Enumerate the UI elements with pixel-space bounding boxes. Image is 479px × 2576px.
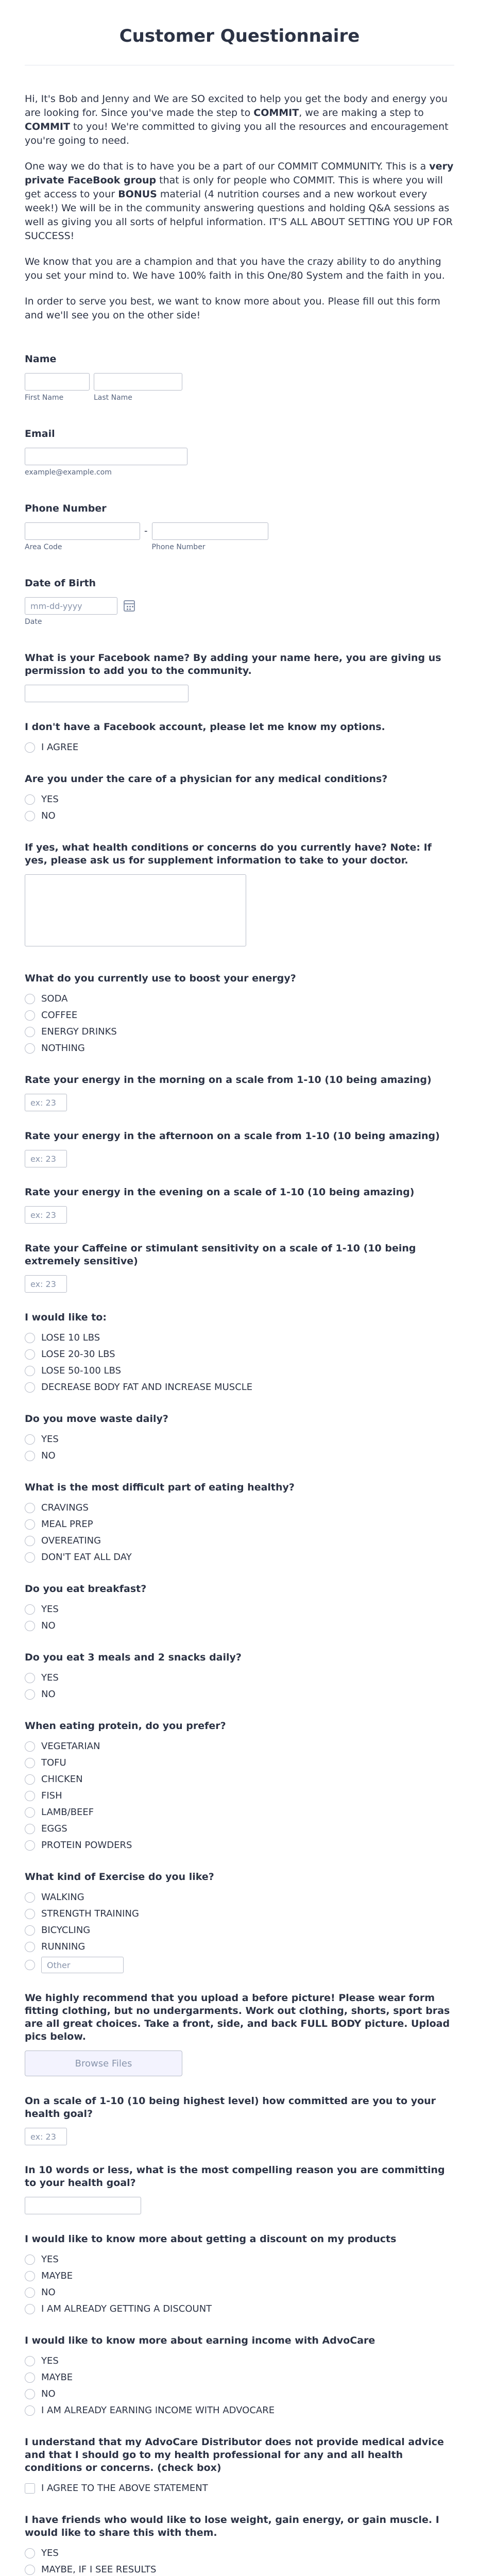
radio-option[interactable]: [25, 1924, 454, 1937]
radio-button[interactable]: [25, 1824, 35, 1834]
health-conditions-field: [25, 841, 454, 946]
intro-paragraph-4: In order to serve you best, we want to know more about you. Please fill out this form and we'll see you on the other side!: [25, 296, 440, 321]
dob-field: [25, 577, 454, 626]
option-label: SODA: [41, 993, 68, 1004]
option-label: MAYBE: [41, 2372, 73, 2383]
radio-option[interactable]: [25, 2354, 454, 2368]
disclaimer-field: [25, 2436, 454, 2495]
phone-field: [25, 502, 454, 551]
radio-button[interactable]: [25, 1673, 35, 1683]
dob-label: Date of Birth: [25, 578, 96, 589]
radio-option[interactable]: [25, 1603, 454, 1616]
radio-button[interactable]: [25, 1741, 35, 1752]
energy-evening-input[interactable]: [25, 1206, 67, 1224]
radio-button[interactable]: [25, 1451, 35, 1461]
radio-button[interactable]: [25, 1604, 35, 1615]
radio-option[interactable]: [25, 2547, 454, 2560]
area-code-sublabel: Area Code: [25, 543, 62, 551]
caffeine-label: Rate your Caffeine or stimulant sensitivity on a scale of 1-10 (10 being extremely sensitive): [25, 1243, 416, 1267]
option-label: NO: [41, 1450, 56, 1461]
option-label: OVEREATING: [41, 1535, 101, 1546]
last-name-input[interactable]: [94, 373, 182, 391]
radio-option[interactable]: [25, 1822, 454, 1836]
radio-option[interactable]: [25, 1331, 454, 1345]
option-label: VEGETARIAN: [41, 1741, 100, 1752]
radio-button[interactable]: [25, 794, 35, 805]
page-title: Customer Questionnaire: [25, 0, 454, 65]
radio-option[interactable]: [25, 1025, 454, 1039]
radio-button[interactable]: [25, 2271, 35, 2281]
radio-option[interactable]: [25, 1551, 454, 1564]
option-label: YES: [41, 1434, 59, 1445]
radio-button[interactable]: [25, 1027, 35, 1037]
phone-number-input[interactable]: [152, 522, 268, 540]
radio-button[interactable]: [25, 1807, 35, 1818]
radio-button[interactable]: [25, 2356, 35, 2366]
radio-button[interactable]: [25, 742, 35, 753]
energy-afternoon-input[interactable]: [25, 1150, 67, 1167]
intro-text: [25, 92, 454, 323]
phone-label: Phone Number: [25, 503, 107, 514]
radio-option[interactable]: [25, 1518, 454, 1531]
radio-button[interactable]: [25, 1552, 35, 1563]
radio-option[interactable]: [25, 1671, 454, 1685]
radio-button[interactable]: [25, 1909, 35, 1919]
radio-option[interactable]: [25, 1449, 454, 1463]
no-facebook-field: [25, 721, 454, 754]
option-label: WALKING: [41, 1892, 84, 1903]
option-label: LOSE 10 LBS: [41, 1332, 100, 1343]
protein-label: When eating protein, do you prefer?: [25, 1720, 226, 1732]
radio-option[interactable]: [25, 1364, 454, 1378]
physician-label: Are you under the care of a physician for any medical conditions?: [25, 773, 388, 785]
physician-field: [25, 773, 454, 823]
other-exercise-input[interactable]: [41, 1957, 124, 1973]
facebook-name-field: [25, 652, 454, 702]
option-label: YES: [41, 2355, 59, 2366]
radio-option[interactable]: [25, 992, 454, 1006]
radio-button[interactable]: [25, 1774, 35, 1785]
disclaimer-label: I understand that my AdvoCare Distributor does not provide medical advice and that I should go to my health professional for any and all health conditions or concerns. (check box): [25, 2436, 444, 2473]
radio-button[interactable]: [25, 1434, 35, 1445]
radio-option[interactable]: [25, 1891, 454, 1904]
discount-label: I would like to know more about getting a discount on my products: [25, 2233, 397, 2245]
exercise-label: What kind of Exercise do you like?: [25, 1871, 214, 1883]
breakfast-label: Do you eat breakfast?: [25, 1583, 147, 1595]
radio-button[interactable]: [25, 1349, 35, 1360]
radio-option[interactable]: [25, 2404, 454, 2417]
option-label: TOFU: [41, 1757, 66, 1768]
option-label: I AM ALREADY EARNING INCOME WITH ADVOCARE: [41, 2405, 275, 2416]
radio-button[interactable]: [25, 1519, 35, 1530]
radio-option[interactable]: [25, 1806, 454, 1819]
option-label: LOSE 50-100 LBS: [41, 1365, 122, 1376]
option-label: NO: [41, 1689, 56, 1700]
radio-option[interactable]: [25, 1940, 454, 1954]
radio-button[interactable]: [25, 2565, 35, 2575]
email-input[interactable]: [25, 448, 187, 465]
energy-morning-field: [25, 1074, 454, 1111]
radio-button[interactable]: [25, 2405, 35, 2416]
meals-label: Do you eat 3 meals and 2 snacks daily?: [25, 1652, 242, 1663]
radio-button[interactable]: [25, 1942, 35, 1952]
option-label: LAMB/BEEF: [41, 1807, 94, 1818]
checkbox[interactable]: [25, 2483, 35, 2494]
area-code-input[interactable]: [25, 522, 140, 540]
radio-option[interactable]: [25, 1688, 454, 1701]
committed-field: [25, 2095, 454, 2145]
intro-paragraph-3: We know that you are a champion and that you have the crazy ability to do anything you set your mind to. We have 100% faith in this One/80 System and the faith in you.: [25, 256, 445, 281]
option-label: EGGS: [41, 1823, 67, 1834]
facebook-name-input[interactable]: [25, 685, 189, 702]
waste-field: [25, 1413, 454, 1463]
option-label: NOTHING: [41, 1043, 85, 1054]
option-label: MAYBE: [41, 2270, 73, 2281]
radio-option[interactable]: [25, 2387, 454, 2401]
radio-button[interactable]: [25, 2548, 35, 2558]
radio-button[interactable]: [25, 2389, 35, 2399]
radio-button[interactable]: [25, 1382, 35, 1393]
committed-label: On a scale of 1-10 (10 being highest level) how committed are you to your health goal?: [25, 2095, 436, 2120]
radio-option-other[interactable]: [25, 1957, 454, 1973]
option-label: I AGREE: [41, 742, 79, 753]
radio-button[interactable]: [25, 1536, 35, 1546]
waste-label: Do you move waste daily?: [25, 1413, 168, 1425]
radio-option[interactable]: [25, 809, 454, 823]
compelling-reason-input[interactable]: [25, 2197, 141, 2214]
radio-button[interactable]: [25, 2255, 35, 2265]
option-label: NO: [41, 810, 56, 821]
calendar-icon[interactable]: [124, 600, 135, 612]
friends-label: I have friends who would like to lose weight, gain energy, or gain muscle. I would like to share this with them.: [25, 2514, 439, 2538]
difficult-label: What is the most difficult part of eating healthy?: [25, 1482, 295, 1493]
option-label: STRENGTH TRAINING: [41, 1908, 139, 1919]
meals-field: [25, 1651, 454, 1701]
phone-separator: -: [144, 526, 148, 536]
option-label: LOSE 20-30 LBS: [41, 1349, 115, 1360]
upload-label: We highly recommend that you upload a before picture! Please wear form fitting clothing, but no undergarments. Work out clothing, shorts, sport bras are all great choices. Take a front, side, and back FULL BODY picture. Upload pics below.: [25, 1992, 450, 2042]
energy-afternoon-field: [25, 1130, 454, 1167]
email-label: Email: [25, 428, 55, 439]
option-label: I AM ALREADY GETTING A DISCOUNT: [41, 2303, 212, 2314]
radio-button[interactable]: [25, 2304, 35, 2314]
radio-option[interactable]: [25, 1534, 454, 1548]
radio-option[interactable]: [25, 741, 454, 754]
radio-option[interactable]: [25, 1839, 454, 1852]
option-label: MEAL PREP: [41, 1519, 93, 1530]
name-field: [25, 353, 454, 402]
goal-field: [25, 1311, 454, 1394]
dob-sublabel: Date: [25, 618, 42, 626]
intro-paragraph-1: Hi, It's Bob and Jenny and We are SO excited to help you get the body and energy you are looking for. Since you've made the step to COMMIT, we are making a step to COMMIT to you! We're committed to giving you all the resources and encouragement you're going to need.: [25, 93, 449, 146]
radio-option[interactable]: [25, 2302, 454, 2316]
option-label: NO: [41, 1620, 56, 1631]
radio-button[interactable]: [25, 2287, 35, 2298]
radio-option[interactable]: [25, 1501, 454, 1515]
radio-button[interactable]: [25, 811, 35, 821]
breakfast-field: [25, 1583, 454, 1633]
intro-paragraph-2: One way we do that is to have you be a part of our COMMIT COMMUNITY. This is a very private FaceBook group that is only for people who COMMIT. This is where you will get access to your BONUS material (4 nutrition courses and a new workout every week!) We will be in the community answering questions and holding Q&A sessions as well as giving you all sorts of helpful information. IT'S ALL ABOUT SETTING YOU UP FOR SUCCESS!: [25, 161, 454, 242]
caffeine-input[interactable]: [25, 1275, 67, 1293]
health-conditions-textarea[interactable]: [25, 874, 246, 946]
radio-button[interactable]: [25, 1010, 35, 1021]
energy-boost-label: What do you currently use to boost your energy?: [25, 973, 296, 984]
radio-option[interactable]: [25, 793, 454, 806]
email-field: [25, 428, 454, 477]
radio-option[interactable]: [25, 1009, 454, 1022]
option-label: NO: [41, 2388, 56, 2399]
no-facebook-label: I don't have a Facebook account, please let me know my options.: [25, 721, 385, 733]
radio-button[interactable]: [25, 994, 35, 1004]
radio-option[interactable]: [25, 2563, 454, 2576]
friends-field: [25, 2514, 454, 2576]
option-label: YES: [41, 2254, 59, 2265]
income-label: I would like to know more about earning income with AdvoCare: [25, 2335, 375, 2346]
option-label: MAYBE, IF I SEE RESULTS: [41, 2564, 157, 2575]
option-label: ENERGY DRINKS: [41, 1026, 117, 1037]
radio-option[interactable]: [25, 1348, 454, 1361]
radio-button[interactable]: [25, 1333, 35, 1343]
radio-option[interactable]: [25, 2269, 454, 2283]
radio-option[interactable]: [25, 2371, 454, 2384]
energy-evening-label: Rate your energy in the evening on a scale of 1-10 (10 being amazing): [25, 1187, 415, 1198]
energy-morning-input[interactable]: [25, 1094, 67, 1111]
energy-boost-field: [25, 972, 454, 1055]
compelling-label: In 10 words or less, what is the most compelling reason you are committing to your health goal?: [25, 2164, 445, 2189]
option-label: DECREASE BODY FAT AND INCREASE MUSCLE: [41, 1382, 253, 1393]
radio-button[interactable]: [25, 1840, 35, 1851]
radio-button[interactable]: [25, 1366, 35, 1376]
option-label: RUNNING: [41, 1941, 85, 1952]
radio-option[interactable]: [25, 1381, 454, 1394]
compelling-field: [25, 2164, 454, 2214]
radio-button[interactable]: [25, 1791, 35, 1801]
difficult-field: [25, 1481, 454, 1564]
protein-field: [25, 1720, 454, 1852]
option-label: BICYCLING: [41, 1925, 91, 1936]
income-field: [25, 2334, 454, 2417]
radio-option[interactable]: [25, 1907, 454, 1921]
option-label: YES: [41, 1604, 59, 1615]
radio-option[interactable]: [25, 2253, 454, 2266]
option-label: NO: [41, 2287, 56, 2298]
radio-option[interactable]: [25, 1756, 454, 1770]
radio-button[interactable]: [25, 1689, 35, 1700]
option-label: COFFEE: [41, 1010, 78, 1021]
first-name-input[interactable]: [25, 373, 90, 391]
discount-field: [25, 2233, 454, 2316]
committed-input[interactable]: [25, 2128, 67, 2145]
option-label: CHICKEN: [41, 1774, 83, 1785]
browse-files-button[interactable]: Browse Files: [25, 2050, 182, 2076]
option-label: PROTEIN POWDERS: [41, 1840, 132, 1851]
phone-number-sublabel: Phone Number: [151, 543, 206, 551]
energy-evening-field: [25, 1186, 454, 1224]
radio-button[interactable]: [25, 2372, 35, 2383]
checkbox-option[interactable]: [25, 2482, 454, 2495]
facebook-name-label: What is your Facebook name? By adding your name here, you are giving us permission to add you to the community.: [25, 652, 441, 676]
caffeine-field: [25, 1242, 454, 1293]
option-label: DON'T EAT ALL DAY: [41, 1552, 132, 1563]
radio-option[interactable]: [25, 1789, 454, 1803]
energy-afternoon-label: Rate your energy in the afternoon on a scale from 1-10 (10 being amazing): [25, 1130, 440, 1142]
radio-option[interactable]: [25, 1619, 454, 1633]
name-label: Name: [25, 353, 57, 365]
radio-option[interactable]: [25, 1042, 454, 1055]
option-label: YES: [41, 2548, 59, 2558]
radio-button[interactable]: [25, 1503, 35, 1513]
option-label: I AGREE TO THE ABOVE STATEMENT: [41, 2483, 208, 2494]
dob-input[interactable]: [25, 597, 117, 615]
option-label: CRAVINGS: [41, 1502, 89, 1513]
radio-button[interactable]: [25, 1925, 35, 1936]
radio-button[interactable]: [25, 1621, 35, 1631]
first-name-sublabel: First Name: [25, 394, 64, 402]
upload-field: [25, 1992, 454, 2076]
radio-option[interactable]: [25, 1740, 454, 1753]
radio-option[interactable]: [25, 1433, 454, 1446]
radio-option[interactable]: [25, 2286, 454, 2299]
radio-button[interactable]: [25, 1892, 35, 1903]
option-label: FISH: [41, 1790, 62, 1801]
exercise-field: [25, 1871, 454, 1973]
radio-button[interactable]: [25, 1758, 35, 1768]
radio-button[interactable]: [25, 1043, 35, 1054]
last-name-sublabel: Last Name: [94, 394, 132, 402]
goal-label: I would like to:: [25, 1312, 107, 1323]
health-conditions-label: If yes, what health conditions or concerns do you currently have? Note: If yes, please ask us for supplement information to take to your doctor.: [25, 842, 432, 866]
email-sublabel: example@example.com: [25, 468, 112, 477]
radio-button[interactable]: [25, 1960, 35, 1970]
radio-option[interactable]: [25, 1773, 454, 1786]
energy-morning-label: Rate your energy in the morning on a scale from 1-10 (10 being amazing): [25, 1074, 432, 1086]
option-label: YES: [41, 1672, 59, 1683]
option-label: YES: [41, 794, 59, 805]
